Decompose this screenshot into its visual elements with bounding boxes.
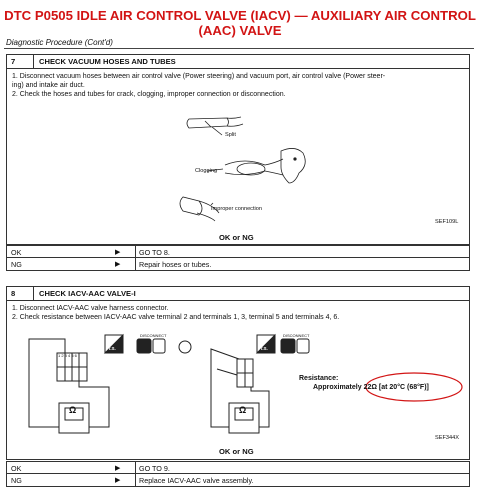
step-7-box — [6, 54, 470, 245]
clogging-hose-illustration — [207, 148, 305, 183]
resistance-check-diagram — [7, 287, 471, 461]
figure-ref-step-7: SEF109L — [435, 219, 459, 225]
hose-diagram — [7, 55, 471, 246]
step-8-heading: CHECK IACV-AAC VALVE-I — [39, 289, 136, 298]
title-line-2: (AAC) VALVE — [198, 23, 282, 38]
result-action: GO TO 9. — [139, 464, 170, 473]
disconnect-label-2: DISCONNECT — [283, 333, 310, 338]
header-rule — [4, 48, 474, 49]
step-8-result-ng — [6, 474, 470, 487]
ts-icon-2: T.S. — [260, 346, 268, 351]
resistance-label: Resistance: — [299, 375, 339, 382]
result-action: Repair hoses or tubes. — [139, 260, 212, 269]
page-subtitle: Diagnostic Procedure (Cont'd) — [6, 38, 113, 47]
step-8-box — [6, 286, 470, 460]
result-action: Replace IACV-AAC valve assembly. — [139, 476, 254, 485]
step-7-result-ng — [6, 258, 470, 271]
step-7-instruction: 2. Check the hoses and tubes for crack, clogging, improper connection or disconnection. — [12, 91, 286, 98]
title-line-1: DTC P0505 IDLE AIR CONTROL VALVE (IACV) — AUXILIARY AIR CONTROL — [4, 8, 476, 23]
step-8-number: 8 — [11, 289, 16, 298]
terminal-numbers: 1 2 3 4 5 6 — [58, 353, 77, 358]
page-title — [0, 8, 480, 38]
step-7-heading: CHECK VACUUM HOSES AND TUBES — [39, 57, 176, 66]
step-8-instruction: 1. Disconnect IACV-AAC valve harness connector. — [12, 305, 169, 312]
clogging-label: Clogging — [195, 168, 218, 174]
result-key: OK — [11, 464, 22, 473]
step-7-instruction: ing) and intake air duct. — [12, 82, 85, 89]
step-8-ok-or-ng: OK or NG — [219, 447, 254, 456]
ohmmeter-icon-2: Ω — [239, 405, 247, 415]
figure-ref-step-8: SEF344X — [435, 435, 459, 441]
step-8-instruction: 2. Check resistance between IACV-AAC valve terminal 2 and terminals 1, 3, terminal 5 and terminals 4, 6. — [12, 314, 340, 321]
arrow-icon: ▶ — [115, 249, 121, 256]
step-7-result-ok — [6, 245, 470, 258]
ohmmeter-icon-1: Ω — [69, 405, 77, 415]
step-8-result-ok — [6, 461, 470, 474]
arrow-icon: ▶ — [115, 477, 121, 484]
result-action: GO TO 8. — [139, 248, 170, 257]
arrow-icon: ▶ — [115, 465, 121, 472]
step-7-instruction: 1. Disconnect vacuum hoses between air control valve (Power steering) and vacuum port, air control valve (Power steer- — [12, 73, 386, 80]
disconnect-label-1: DISCONNECT — [140, 333, 167, 338]
split-label: Split — [225, 132, 236, 138]
step-7-ok-or-ng: OK or NG — [219, 233, 254, 242]
result-key: NG — [11, 260, 22, 269]
result-key: OK — [11, 248, 22, 257]
arrow-icon: ▶ — [115, 261, 121, 268]
step-7-number: 7 — [11, 57, 16, 66]
result-key: NG — [11, 476, 22, 485]
improper-connection-label: Improper connection — [211, 206, 262, 212]
ts-icon-1: T.S. — [108, 346, 116, 351]
resistance-value: Approximately 22Ω [at 20°C (68°F)] — [313, 384, 429, 391]
